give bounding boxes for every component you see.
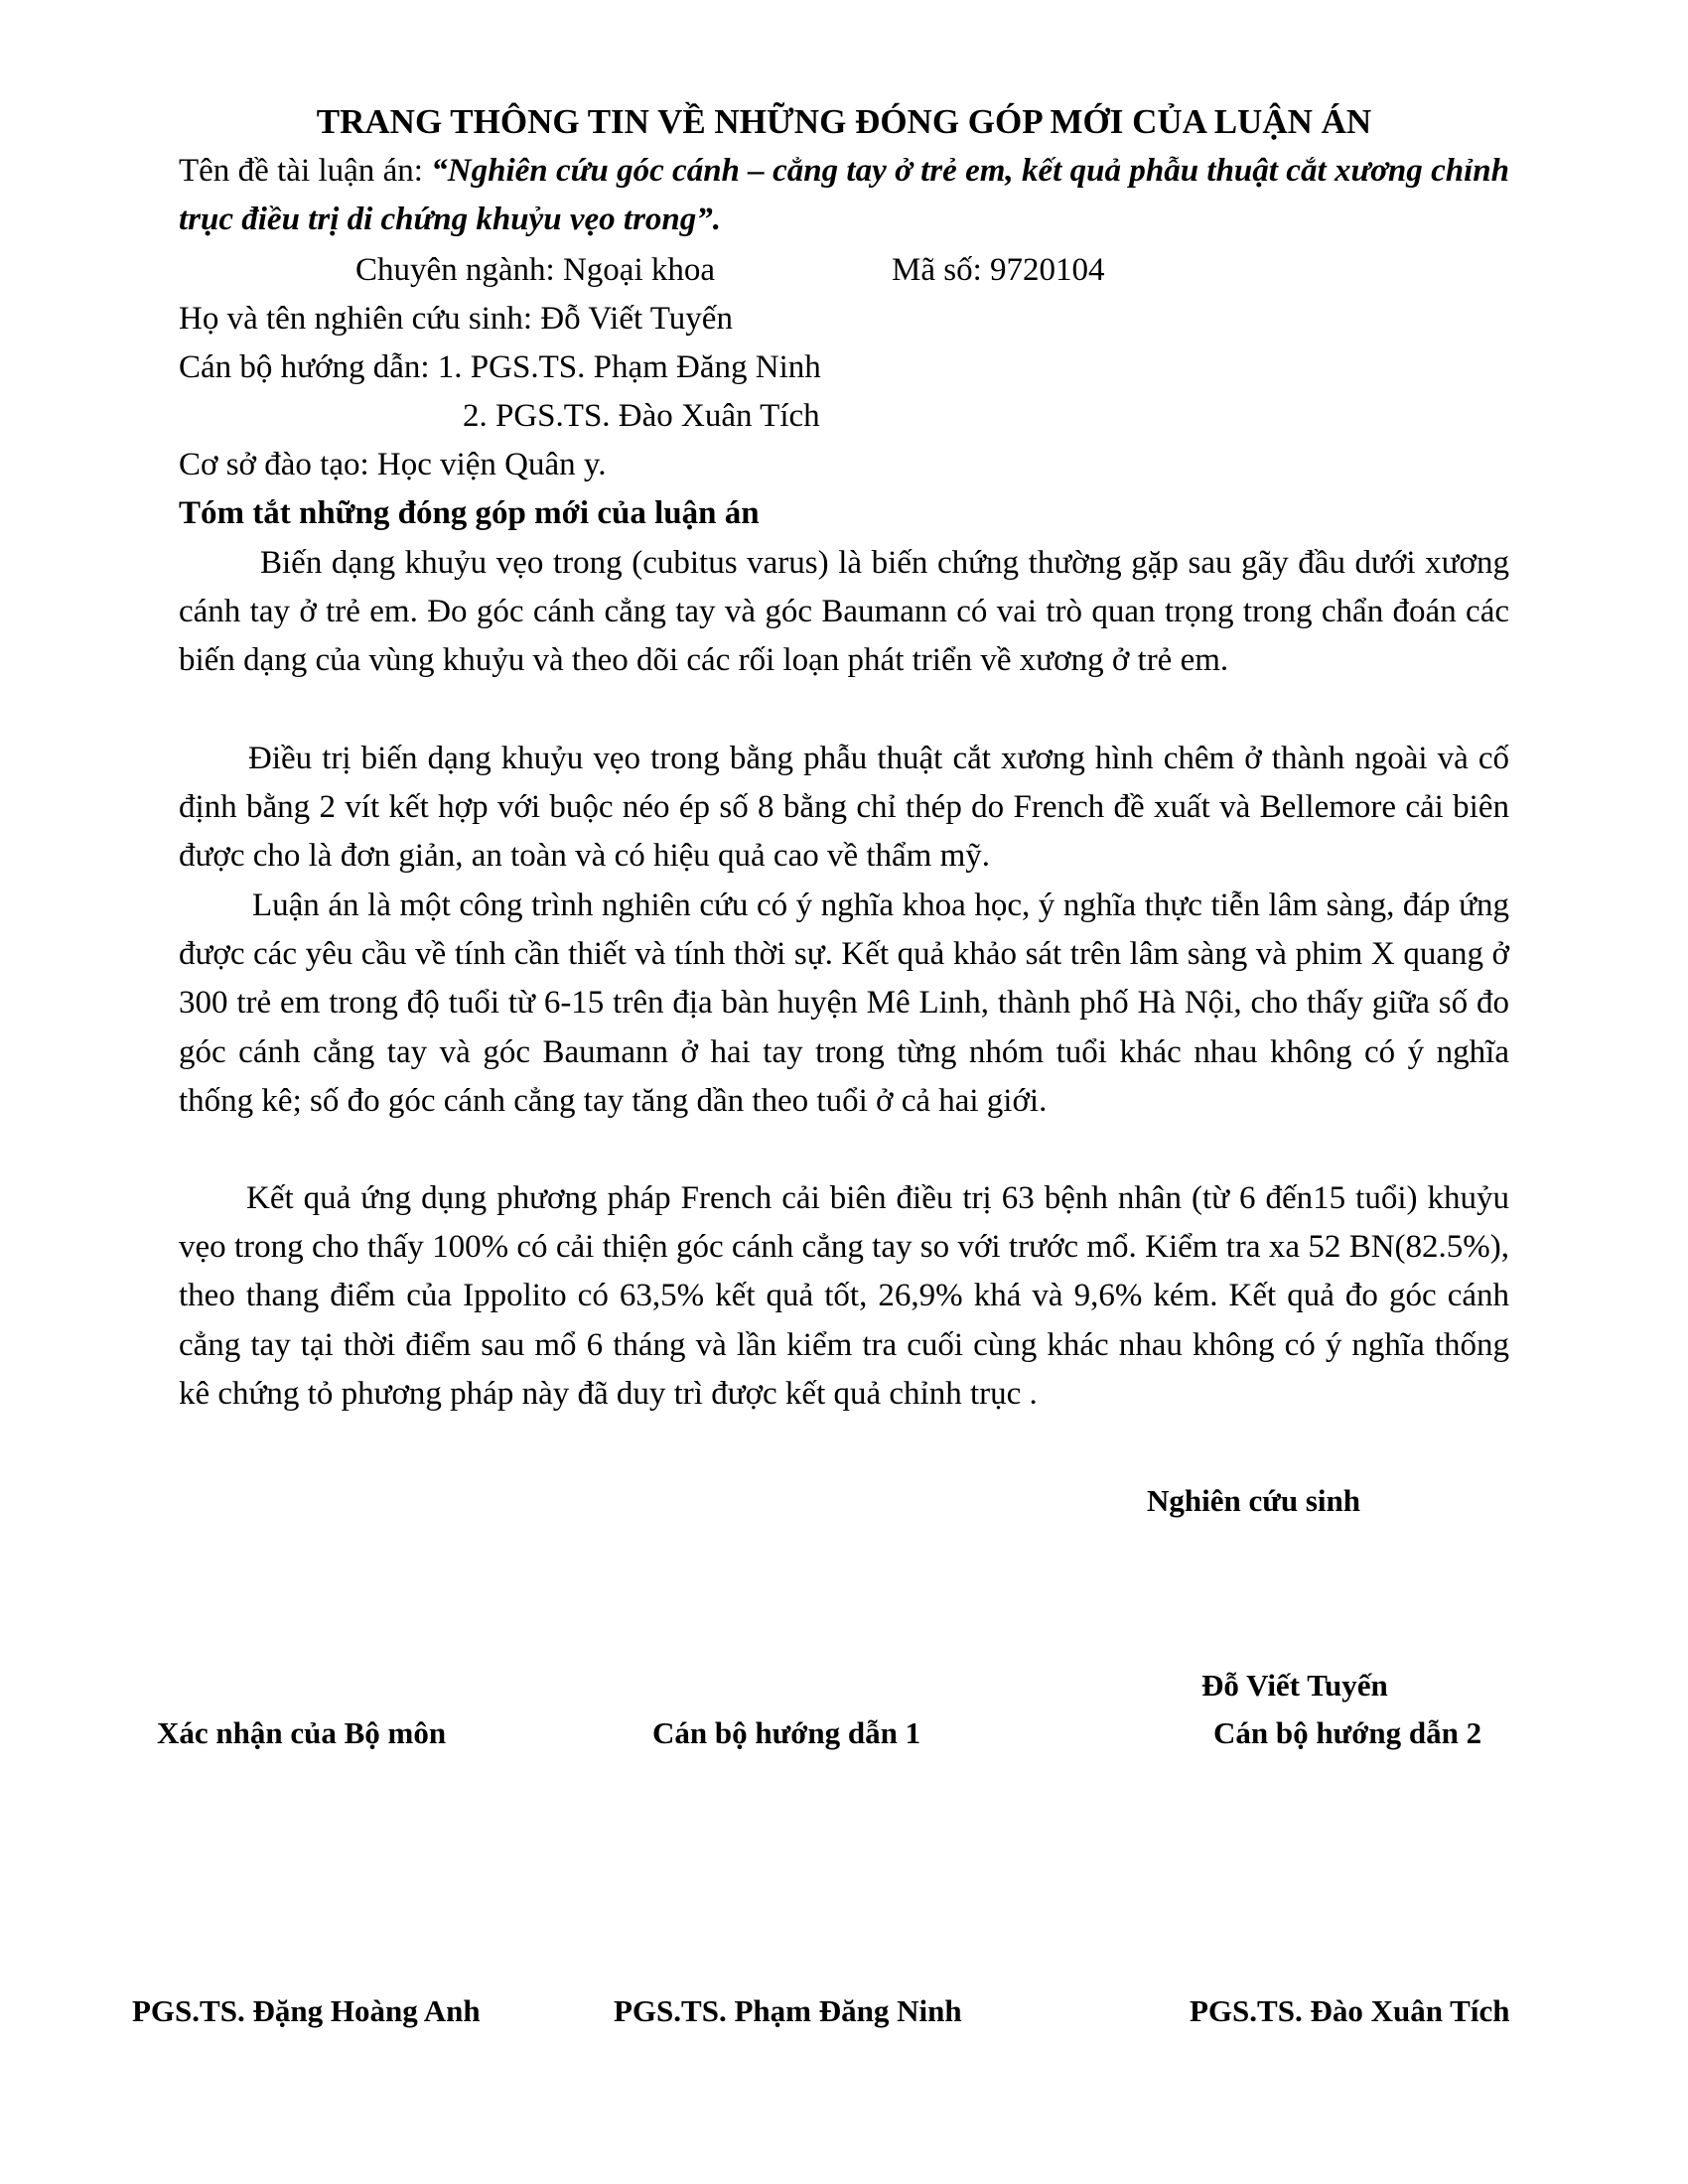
advisor-2-title: Cán bộ hướng dẫn 2 — [1213, 1715, 1482, 1750]
advisor-1: Cán bộ hướng dẫn: 1. PGS.TS. Phạm Đăng Ninh — [179, 349, 821, 385]
summary-heading: Tóm tắt những đóng góp mới của luận án — [179, 495, 760, 531]
major: Chuyên ngành: Ngoại khoa — [355, 252, 716, 288]
researcher-name: Đỗ Viết Tuyến — [1201, 1668, 1388, 1703]
thesis-name: “Nghiên cứu góc cánh – cẳng tay ở trẻ em, kết quả phẫu thuật cắt xương chỉnh trục điều trị di chứng khuỷu vẹo trong — [179, 153, 1509, 237]
institution: Cơ sở đào tạo: Học viện Quân y. — [179, 447, 607, 482]
thesis-label: Tên đề tài luận án: — [179, 153, 432, 189]
paragraph-2: Điều trị biến dạng khuỷu vẹo trong bằng phẫu thuật cắt xương hình chêm ở thành ngoài và cố định bằng 2 vít kết hợp với buộc néo ép số 8 bằng chỉ thép do French đề xuất và Bellemore cải biên được cho là đơn giản, an toàn và có hiệu quả cao về thẩm mỹ. — [179, 741, 1509, 875]
paragraph-1: Biến dạng khuỷu vẹo trong (cubitus varus) là biến chứng thường gặp sau gãy đầu dưới xương cánh tay ở trẻ em. Đo góc cánh cẳng tay và góc Baumann có vai trò quan trọng trong chẩn đoán các biến dạng của vùng khuỷu và theo dõi các rối loạn phát triển về xương ở trẻ em. — [179, 545, 1509, 679]
advisor-2-name: PGS.TS. Đào Xuân Tích — [1190, 1993, 1510, 2028]
thesis-title-line — [179, 147, 1509, 244]
paragraph-3: Luận án là một công trình nghiên cứu có ý nghĩa khoa học, ý nghĩa thực tiễn lâm sàng, đáp ứng được các yêu cầu về tính cần thiết và tính thời sự. Kết quả khảo sát trên lâm sàng và phim X quang ở 300 trẻ em trong độ tuổi từ 6-15 trên địa bàn huyện Mê Linh, thành phố Hà Nội, cho thấy giữa số đo góc cánh cẳng tay và góc Baumann ở hai tay trong từng nhóm tuổi khác nhau không có ý nghĩa thống kê; số đo góc cánh cẳng tay tăng dần theo tuổi ở cả hai giới. — [179, 887, 1509, 1119]
advisor-1-name: PGS.TS. Phạm Đăng Ninh — [614, 1993, 962, 2028]
dept-head-name: PGS.TS. Đặng Hoàng Anh — [132, 1993, 481, 2028]
dept-confirmation-title: Xác nhận của Bộ môn — [157, 1715, 447, 1750]
advisor-2: 2. PGS.TS. Đào Xuân Tích — [463, 398, 820, 434]
page-title: TRANG THÔNG TIN VỀ NHỮNG ĐÓNG GÓP MỚI CỦA LUẬN ÁN — [316, 102, 1372, 141]
student-name: Họ và tên nghiên cứu sinh: Đỗ Viết Tuyến — [179, 301, 733, 337]
paragraph-4: Kết quả ứng dụng phương pháp French cải biên điều trị 63 bệnh nhân (từ 6 đến15 tuổi) khuỷu vẹo trong cho thấy 100% có cải thiện góc cánh cẳng tay so với trước mổ. Kiểm tra xa 52 BN(82.5%), theo thang điểm của Ippolito có 63,5% kết quả tốt, 26,9% khá và 9,6% kém. Kết quả đo góc cánh cẳng tay tại thời điểm sau mổ 6 tháng và lần kiểm tra cuối cùng khác nhau không có ý nghĩa thống kê chứng tỏ phương pháp này đã duy trì được kết quả chỉnh trục . — [179, 1180, 1509, 1412]
advisor-1-title: Cán bộ hướng dẫn 1 — [652, 1715, 921, 1750]
major-code: Mã số: 9720104 — [892, 252, 1105, 288]
thesis-end: ”. — [696, 202, 722, 237]
researcher-title: Nghiên cứu sinh — [1147, 1483, 1361, 1518]
